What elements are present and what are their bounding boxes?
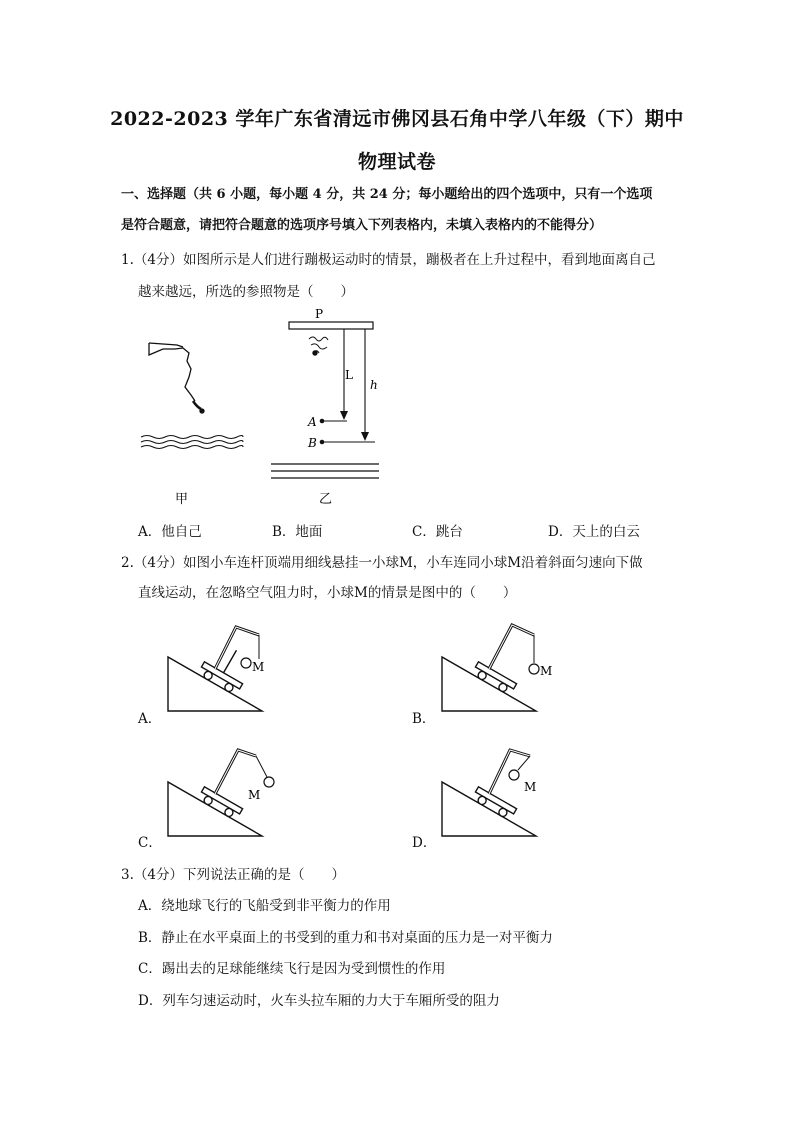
q2-option-c-label[interactable]: C．	[138, 835, 162, 851]
q3-option-b[interactable]: B．静止在水平桌面上的书受到的重力和书对桌面的压力是一对平衡力	[138, 930, 553, 946]
q2-option-d-label[interactable]: D．	[412, 835, 437, 851]
q1-figure-label-yi: 乙	[319, 492, 333, 507]
q1-stem-line2: 越来越远，所选的参照物是（ ）	[138, 284, 354, 300]
q1-option-b[interactable]: B．地面	[272, 524, 323, 540]
q2-option-a-figure[interactable]	[166, 617, 286, 713]
q2-b-ball	[529, 664, 539, 674]
q2-option-b-label[interactable]: B．	[412, 711, 436, 727]
q1-figure-label-B: B	[308, 436, 317, 450]
q1-figure-platform	[289, 322, 373, 329]
q2-option-a-label[interactable]: A．	[138, 711, 162, 727]
q2-option-c-figure[interactable]	[166, 742, 286, 838]
q2-option-d-figure[interactable]	[440, 742, 560, 838]
q1-figure-label-A: A	[308, 415, 317, 429]
q3-option-d[interactable]: D．列车匀速运动时，火车头拉车厢的力大于车厢所受的阻力	[138, 993, 500, 1009]
q1-figure-yi-ground	[271, 464, 379, 478]
q1-figure-jumper	[309, 337, 328, 355]
q1-figure-label-P: P	[315, 307, 324, 321]
q1-figure-L-arrowhead	[340, 411, 348, 420]
exam-title-line2: 物理试卷	[357, 151, 436, 173]
q1-figure-jia-water	[141, 436, 243, 449]
q1-figure-h-arrowhead	[361, 432, 369, 441]
q3-option-c[interactable]: C．踢出去的足球能继续飞行是因为受到惯性的作用	[138, 961, 446, 977]
q2-a-ball-label: M	[252, 660, 265, 674]
q1-figure-label-h: h	[370, 378, 378, 392]
q2-stem-line2: 直线运动，在忽略空气阻力时，小球M的情景是图中的（ ）	[138, 585, 517, 601]
q1-figure-label-L: L	[345, 368, 353, 382]
q2-b-ball-label: M	[540, 664, 553, 678]
q2-c-ball	[264, 777, 274, 787]
section1-heading-line1: 一、选择题（共 6 小题，每小题 4 分，共 24 分；每小题给出的四个选项中，只有一个选项	[121, 187, 653, 202]
q3-stem: 3.（4分）下列说法正确的是（ ）	[121, 867, 345, 883]
q2-option-b-figure[interactable]	[440, 617, 560, 713]
q1-option-c[interactable]: C．跳台	[412, 524, 463, 540]
q1-option-a[interactable]: A．他自己	[138, 524, 202, 540]
q1-figure-label-jia: 甲	[175, 492, 189, 507]
q3-option-a[interactable]: A．绕地球飞行的飞船受到非平衡力的作用	[138, 898, 391, 914]
q2-a-ball	[241, 658, 251, 668]
q1-stem-line1: 1.（4分）如图所示是人们进行蹦极运动时的情景，蹦极者在上升过程中，看到地面离自己	[121, 252, 656, 268]
q1-figure	[135, 303, 395, 513]
q1-option-d[interactable]: D．天上的白云	[548, 524, 640, 540]
q2-stem-line1: 2.（4分）如图小车连杆顶端用细线悬挂一小球M，小车连同小球M沿着斜面匀速向下做	[121, 555, 643, 571]
exam-title-line1: 2022-2023 学年广东省清远市佛冈县石角中学八年级（下）期中	[110, 108, 684, 130]
q2-d-ball-label: M	[524, 780, 537, 794]
q1-figure-jia-scene	[149, 343, 204, 413]
q2-d-ball	[509, 770, 519, 780]
q2-c-ball-label: M	[248, 788, 261, 802]
section1-heading-line2: 是符合题意，请把符合题意的选项序号填入下列表格内，未填入表格内的不能得分）	[121, 218, 603, 233]
